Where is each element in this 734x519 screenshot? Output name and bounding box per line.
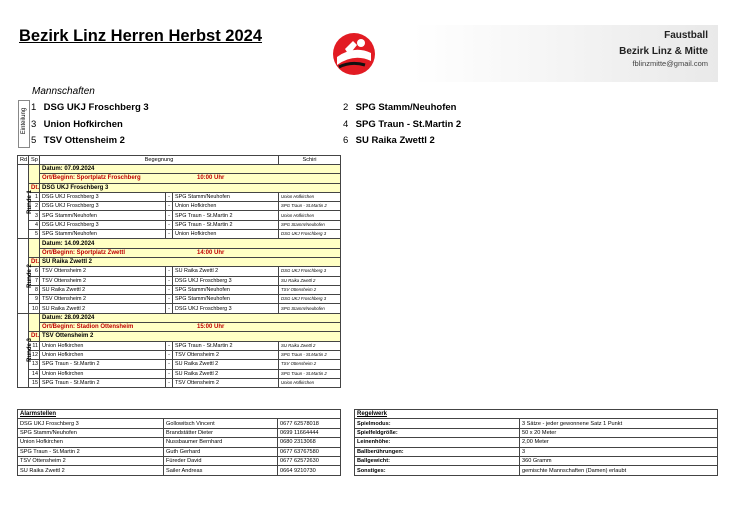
round-date: Datum: 07.09.2024: [40, 165, 341, 174]
alarm-phone: 0677 62578018: [278, 419, 341, 428]
game-separator: -: [166, 211, 173, 220]
faustball-logo-icon: [331, 31, 377, 77]
game-home-team: SU Raika Zwettl 2: [40, 285, 166, 294]
round-host-row: [18, 257, 341, 266]
game-referee: Union Hofkirchen: [279, 192, 341, 201]
game-separator: -: [166, 230, 173, 239]
rule-row: [355, 419, 718, 428]
round-location: [40, 174, 341, 183]
round-host: DSG UKJ Froschberg 3: [40, 183, 341, 192]
rule-value: 3: [520, 447, 718, 456]
alarm-contact: Brandstätter Dieter: [164, 428, 278, 437]
game-away-team: SPG Traun - St.Martin 2: [173, 211, 279, 220]
game-away-team: SPG Traun - St.Martin 2: [173, 341, 279, 350]
brand-line-bezirk: Bezirk Linz & Mitte: [619, 46, 708, 57]
rule-value: 2,00 Meter: [520, 438, 718, 447]
round-host-prefix: Dt.: [29, 257, 40, 266]
alarmstellen-table: [17, 409, 341, 476]
alarm-contact: Guth Gerhard: [164, 447, 278, 456]
round-location-row: [18, 248, 341, 257]
round-date-row: [18, 239, 341, 248]
round-label-cell: [18, 165, 33, 239]
game-referee: SPG Stamm/Neuhofen: [279, 304, 341, 313]
rule-value: gemischte Mannschaften (Damen) erlaubt: [520, 466, 718, 475]
round-label: Runde 3: [26, 338, 33, 363]
einteilung-label: Einteilung: [21, 107, 27, 135]
game-number: 15: [29, 378, 40, 387]
game-separator: -: [166, 285, 173, 294]
game-separator: -: [166, 341, 173, 350]
game-row: [18, 285, 341, 294]
game-row: [18, 220, 341, 229]
game-home-team: TSV Ottensheim 2: [40, 267, 166, 276]
round-time: 10:00 Uhr: [197, 175, 225, 182]
game-referee: SPG Stamm/Neuhofen: [279, 220, 341, 229]
round-label: Runde 1: [26, 189, 33, 214]
game-home-team: SPG Stamm/Neuhofen: [40, 230, 166, 239]
page-title: Bezirk Linz Herren Herbst 2024: [19, 27, 263, 45]
alarm-contact: Nussbaumer Bernhard: [164, 438, 278, 447]
round-location-row: [18, 174, 341, 183]
rule-row: [355, 438, 718, 447]
rule-key: Ballberührungen:: [355, 447, 520, 456]
round-date: Datum: 28.09.2024: [40, 313, 341, 322]
schedule-header-row: [18, 156, 341, 165]
game-row: [18, 276, 341, 285]
game-referee: DSG UKJ Froschberg 3: [279, 230, 341, 239]
game-away-team: SPG Traun - St.Martin 2: [173, 220, 279, 229]
game-number: 9: [29, 295, 40, 304]
round-host: SU Raika Zwettl 2: [40, 257, 341, 266]
game-number: 7: [29, 276, 40, 285]
alarm-row: [18, 447, 341, 456]
alarm-team: TSV Ottensheim 2: [18, 456, 164, 465]
game-row: [18, 341, 341, 350]
game-separator: -: [166, 378, 173, 387]
game-row: [18, 202, 341, 211]
game-separator: -: [166, 267, 173, 276]
alarm-phone: 0677 63767580: [278, 447, 341, 456]
game-separator: -: [166, 276, 173, 285]
game-home-team: DSG UKJ Froschberg 3: [40, 220, 166, 229]
game-row: [18, 378, 341, 387]
game-away-team: SU Raika Zwettl 2: [173, 360, 279, 369]
game-separator: -: [166, 295, 173, 304]
game-away-team: TSV Ottensheim 2: [173, 378, 279, 387]
game-row: [18, 304, 341, 313]
game-row: [18, 369, 341, 378]
team-entry: 2 SPG Stamm/Neuhofen: [343, 102, 457, 113]
game-home-team: SU Raika Zwettl 2: [40, 304, 166, 313]
game-separator: -: [166, 369, 173, 378]
game-away-team: SPG Stamm/Neuhofen: [173, 295, 279, 304]
game-referee: SPG Traun - St.Martin 2: [279, 202, 341, 211]
alarm-row: [18, 428, 341, 437]
game-row: [18, 267, 341, 276]
game-home-team: TSV Ottensheim 2: [40, 295, 166, 304]
alarm-row: [18, 456, 341, 465]
game-home-team: SPG Traun - St.Martin 2: [40, 360, 166, 369]
alarm-row: [18, 466, 341, 475]
alarm-team: SPG Stamm/Neuhofen: [18, 428, 164, 437]
round-location-text: Ort/Beginn: Stadion Ottensheim: [42, 324, 134, 331]
round-location-row: [18, 323, 341, 332]
rule-key: Ballgewicht:: [355, 456, 520, 465]
round-date-row: [18, 313, 341, 322]
game-away-team: SPG Stamm/Neuhofen: [173, 192, 279, 201]
rule-value: 360 Gramm: [520, 456, 718, 465]
rule-value: 3 Sätze - jeder gewonnene Satz 1 Punkt: [520, 419, 718, 428]
round-host-prefix: Dt.: [29, 183, 40, 192]
header-rd: Rd: [18, 156, 29, 165]
rule-row: [355, 428, 718, 437]
game-number: 14: [29, 369, 40, 378]
game-number: 1: [29, 192, 40, 201]
alarm-phone: 0664 9210730: [278, 466, 341, 475]
game-home-team: Union Hofkirchen: [40, 350, 166, 359]
alarm-contact: Gollowitsch Vincent: [164, 419, 278, 428]
game-number: 10: [29, 304, 40, 313]
game-number: 11: [29, 341, 40, 350]
alarmstellen-title: Alarmstellen: [18, 410, 341, 419]
round-location-text: Ort/Beginn: Sportplatz Froschberg: [42, 175, 141, 182]
round-location: [40, 323, 341, 332]
rule-row: [355, 447, 718, 456]
teams-heading: Mannschaften: [32, 86, 95, 97]
game-row: [18, 211, 341, 220]
alarm-row: [18, 419, 341, 428]
team-entry: 4 SPG Traun - St.Martin 2: [343, 119, 462, 130]
alarm-contact: Füreder David: [164, 456, 278, 465]
brand-email: fblinzmitte@gmail.com: [632, 59, 708, 68]
game-separator: -: [166, 192, 173, 201]
team-entry: 5 TSV Ottensheim 2: [31, 135, 125, 146]
game-row: [18, 350, 341, 359]
header-sp: Sp: [29, 156, 40, 165]
round-host-row: [18, 183, 341, 192]
rule-row: [355, 456, 718, 465]
game-referee: DSG UKJ Froschberg 3: [279, 267, 341, 276]
game-referee: SPG Traun - St.Martin 2: [279, 350, 341, 359]
team-entry: 6 SU Raika Zwettl 2: [343, 135, 435, 146]
round-date-row: [18, 165, 341, 174]
team-entry: 1 DSG UKJ Froschberg 3: [31, 102, 149, 113]
round-date: Datum: 14.09.2024: [40, 239, 341, 248]
round-time: 15:00 Uhr: [197, 324, 225, 331]
regelwerk-title: Regelwerk: [355, 410, 718, 419]
round-location-text: Ort/Beginn: Sportplatz Zwettl: [42, 249, 125, 256]
round-blank: [29, 313, 40, 332]
game-referee: DSG UKJ Froschberg 3: [279, 295, 341, 304]
rule-value: 50 x 20 Meter: [520, 428, 718, 437]
round-label-cell: [18, 313, 33, 387]
round-host-prefix: Dt.: [29, 332, 40, 341]
game-home-team: Union Hofkirchen: [40, 341, 166, 350]
round-host: TSV Ottensheim 2: [40, 332, 341, 341]
alarm-team: SU Raika Zwettl 2: [18, 466, 164, 475]
game-separator: -: [166, 304, 173, 313]
einteilung-box: [18, 100, 30, 148]
game-away-team: DSG UKJ Froschberg 3: [173, 304, 279, 313]
alarm-phone: 0699 11664444: [278, 428, 341, 437]
game-away-team: SPG Stamm/Neuhofen: [173, 285, 279, 294]
game-number: 6: [29, 267, 40, 276]
game-referee: SU Raika Zwettl 2: [279, 276, 341, 285]
game-row: [18, 295, 341, 304]
game-number: 8: [29, 285, 40, 294]
alarm-phone: 0677 62572630: [278, 456, 341, 465]
rule-key: Leinenhöhe:: [355, 438, 520, 447]
game-row: [18, 230, 341, 239]
schedule-table: [17, 155, 341, 388]
game-away-team: TSV Ottensheim 2: [173, 350, 279, 359]
rule-key: Sonstiges:: [355, 466, 520, 475]
alarm-team: DSG UKJ Froschberg 3: [18, 419, 164, 428]
game-number: 5: [29, 230, 40, 239]
game-home-team: DSG UKJ Froschberg 3: [40, 192, 166, 201]
regelwerk-table: [354, 409, 718, 476]
game-referee: TSV Ottensheim 2: [279, 285, 341, 294]
game-away-team: SU Raika Zwettl 2: [173, 369, 279, 378]
game-number: 2: [29, 202, 40, 211]
brand-line-faustball: Faustball: [664, 30, 708, 41]
alarm-team: SPG Traun - St.Martin 2: [18, 447, 164, 456]
game-separator: -: [166, 350, 173, 359]
game-referee: SPG Traun - St.Martin 2: [279, 369, 341, 378]
game-home-team: Union Hofkirchen: [40, 369, 166, 378]
rule-key: Spielmodus:: [355, 419, 520, 428]
round-label-cell: [18, 239, 33, 313]
game-separator: -: [166, 220, 173, 229]
team-entry: 3 Union Hofkirchen: [31, 119, 123, 130]
round-time: 14:00 Uhr: [197, 249, 225, 256]
game-referee: Union Hofkirchen: [279, 211, 341, 220]
game-number: 13: [29, 360, 40, 369]
round-host-row: [18, 332, 341, 341]
game-away-team: Union Hofkirchen: [173, 202, 279, 211]
game-separator: -: [166, 202, 173, 211]
alarm-team: Union Hofkirchen: [18, 438, 164, 447]
game-home-team: TSV Ottensheim 2: [40, 276, 166, 285]
game-home-team: SPG Stamm/Neuhofen: [40, 211, 166, 220]
game-away-team: SU Raika Zwettl 2: [173, 267, 279, 276]
round-blank: [29, 239, 40, 258]
rule-row: [355, 466, 718, 475]
header-schiri: Schiri: [279, 156, 341, 165]
game-away-team: DSG UKJ Froschberg 3: [173, 276, 279, 285]
game-separator: -: [166, 360, 173, 369]
game-number: 3: [29, 211, 40, 220]
rule-key: Spielfeldgröße:: [355, 428, 520, 437]
round-blank: [29, 165, 40, 184]
round-label: Runde 2: [26, 264, 33, 288]
game-away-team: Union Hofkirchen: [173, 230, 279, 239]
game-referee: TSV Ottensheim 2: [279, 360, 341, 369]
alarm-row: [18, 438, 341, 447]
game-referee: SU Raika Zwettl 2: [279, 341, 341, 350]
alarm-contact: Sailer Andreas: [164, 466, 278, 475]
game-row: [18, 360, 341, 369]
alarm-phone: 0680 2313068: [278, 438, 341, 447]
game-home-team: DSG UKJ Froschberg 3: [40, 202, 166, 211]
game-number: 12: [29, 350, 40, 359]
header-begegnung: Begegnung: [40, 156, 279, 165]
game-number: 4: [29, 220, 40, 229]
game-row: [18, 192, 341, 201]
game-referee: Union Hofkirchen: [279, 378, 341, 387]
round-location: [40, 248, 341, 257]
game-home-team: SPG Traun - St.Martin 2: [40, 378, 166, 387]
